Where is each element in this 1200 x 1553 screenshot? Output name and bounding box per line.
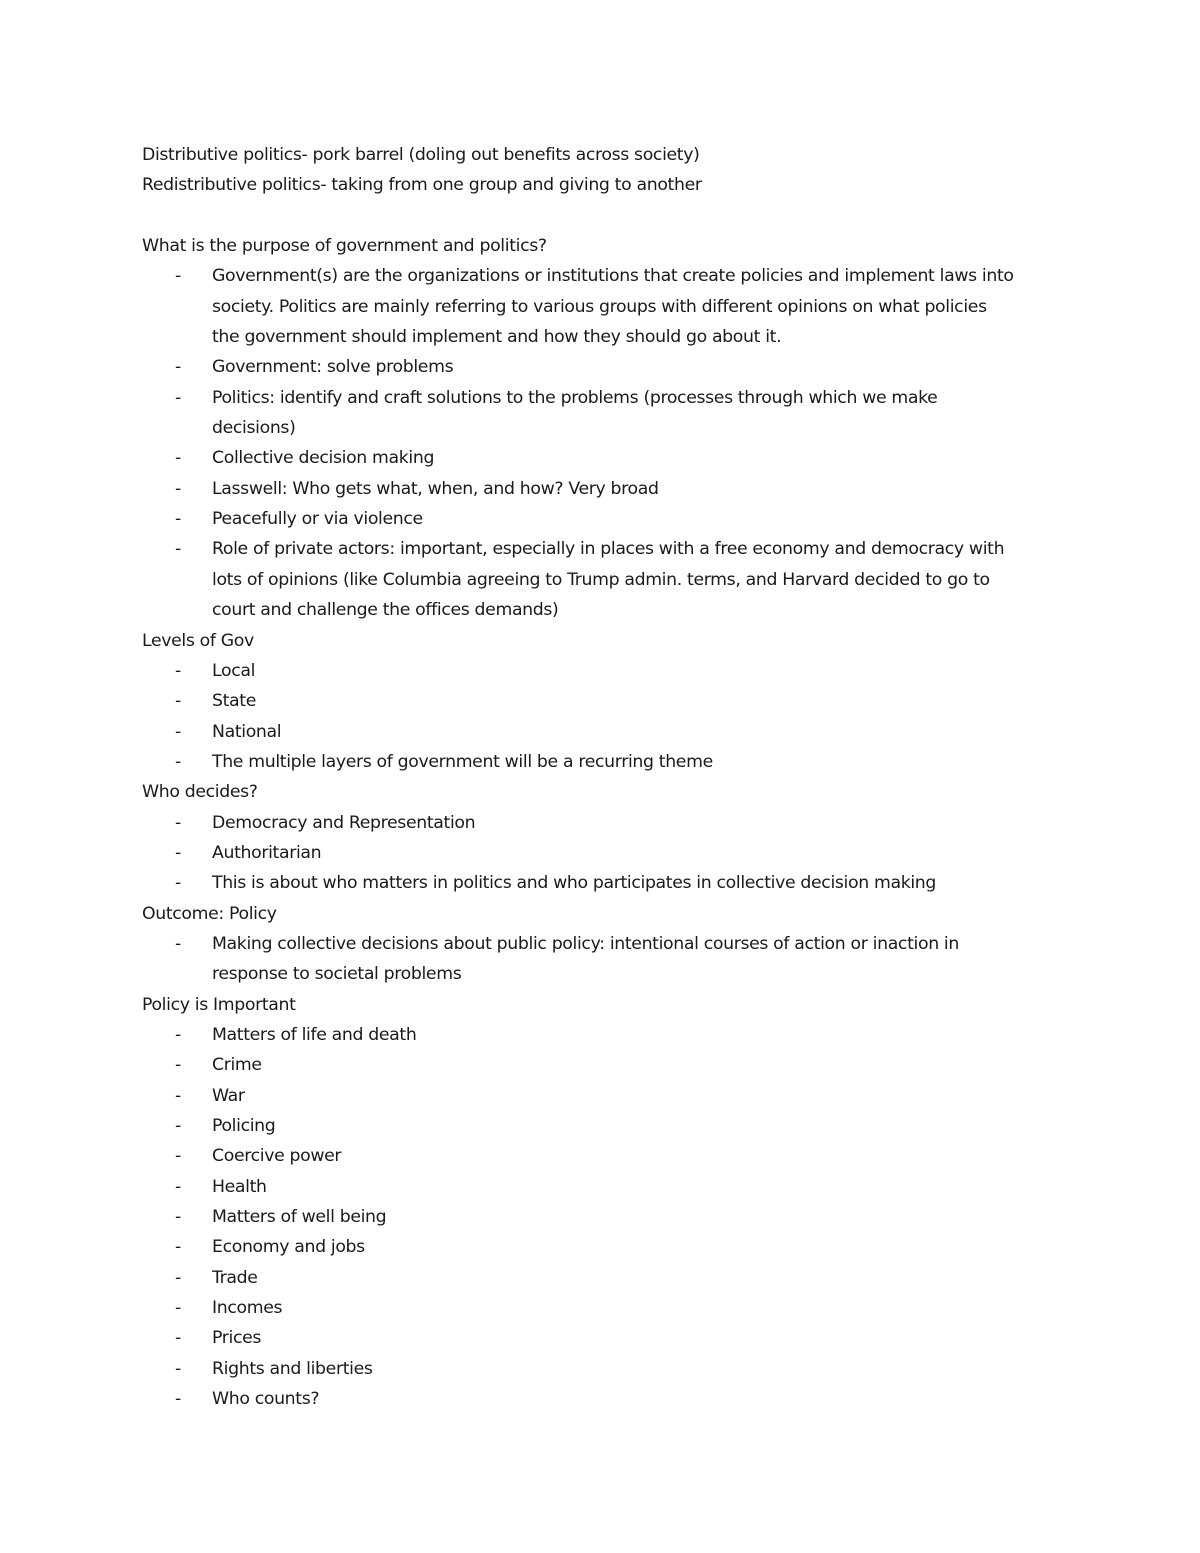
list-item [142,868,1062,898]
section-policy-is-important [142,990,1062,1415]
bullet-list [142,656,1062,777]
list-item [142,1354,1062,1384]
document-page [142,140,1062,1414]
bullet-dash: - [175,1389,181,1410]
bullet-dash: - [175,1085,181,1106]
bullet-dash: - [175,539,181,560]
list-item [142,808,1062,838]
list-item-text: Democracy and Representation [212,812,476,833]
blank-line [142,201,1062,231]
list-item [142,383,1062,444]
bullet-dash: - [175,1176,181,1197]
list-item-text: State [212,691,256,712]
list-item [142,1263,1062,1293]
list-item-text: Government: solve problems [212,357,454,378]
list-item [142,1020,1062,1050]
section-purpose [142,231,1062,625]
list-item-text: Coercive power [212,1146,342,1167]
section-levels-of-gov [142,626,1062,778]
bullet-dash: - [175,660,181,681]
bullet-dash: - [175,933,181,954]
list-item-text: Incomes [212,1298,283,1319]
list-item [142,1202,1062,1232]
bullet-dash: - [175,721,181,742]
list-item-text: Collective decision making [212,448,435,469]
section-heading: What is the purpose of government and politics? [142,236,547,257]
list-item [142,1081,1062,1111]
bullet-dash: - [175,266,181,287]
bullet-list [142,808,1062,899]
bullet-dash: - [175,1328,181,1349]
list-item-text: Prices [212,1328,262,1349]
bullet-dash: - [175,1237,181,1258]
list-item [142,656,1062,686]
bullet-dash: - [175,691,181,712]
list-item-text: Peacefully or via violence [212,509,423,530]
list-item-text: The multiple layers of government will be a recurring theme [212,751,713,772]
bullet-dash: - [175,842,181,863]
bullet-list [142,1020,1062,1414]
list-item-text: Matters of well being [212,1207,387,1228]
section-heading: Who decides? [142,782,258,803]
bullet-dash: - [175,1146,181,1167]
bullet-dash: - [175,812,181,833]
list-item [142,1323,1062,1353]
list-item [142,1232,1062,1262]
list-item [142,1384,1062,1414]
list-item [142,686,1062,716]
list-item [142,504,1062,534]
list-item-text: Role of private actors: important, especially in places with a free economy and democracy with lots of opinions (like Columbia agreeing to Trump admin. terms, and Harvard decided to go to court and challenge the offices demands) [212,539,1005,621]
bullet-dash: - [175,509,181,530]
bullet-dash: - [175,1267,181,1288]
bullet-dash: - [175,1207,181,1228]
bullet-dash: - [175,448,181,469]
bullet-dash: - [175,1024,181,1045]
list-item [142,261,1062,352]
bullet-list [142,929,1062,990]
section-who-decides [142,777,1062,898]
list-item [142,747,1062,777]
list-item-text: Politics: identify and craft solutions to the problems (processes through which we make decisions) [212,387,938,439]
intro-line-redistributive: Redistributive politics- taking from one group and giving to another [142,175,702,196]
list-item-text: Economy and jobs [212,1237,365,1258]
bullet-dash: - [175,1055,181,1076]
list-item-text: Making collective decisions about public policy: intentional courses of action or inaction in response to societal problems [212,933,959,985]
section-heading: Outcome: Policy [142,903,277,924]
section-heading: Levels of Gov [142,630,254,651]
list-item-text: Rights and liberties [212,1358,373,1379]
bullet-dash: - [175,1358,181,1379]
list-item [142,352,1062,382]
bullet-dash: - [175,1298,181,1319]
intro-line-distributive: Distributive politics- pork barrel (doling out benefits across society) [142,145,700,165]
section-outcome-policy [142,899,1062,990]
bullet-dash: - [175,478,181,499]
bullet-dash: - [175,387,181,408]
bullet-dash: - [175,873,181,894]
list-item [142,929,1062,990]
list-item [142,443,1062,473]
list-item-text: Crime [212,1055,262,1076]
list-item [142,474,1062,504]
list-item [142,1141,1062,1171]
list-item-text: Local [212,660,256,681]
list-item-text: War [212,1085,245,1106]
list-item [142,1293,1062,1323]
list-item [142,717,1062,747]
section-heading: Policy is Important [142,994,296,1015]
bullet-dash: - [175,357,181,378]
list-item-text: Authoritarian [212,842,322,863]
bullet-dash: - [175,1116,181,1136]
list-item [142,838,1062,868]
list-item-text: Policing [212,1116,276,1136]
list-item-text: National [212,721,282,742]
list-item-text: Matters of life and death [212,1024,417,1045]
list-item-text: Trade [212,1267,258,1288]
list-item-text: This is about who matters in politics and who participates in collective decision making [212,873,937,894]
bullet-list [142,261,1062,625]
list-item-text: Government(s) are the organizations or institutions that create policies and implement laws into society. Politics are mainly referring to various groups with different opinions on what policies the government should implement and how they should go about it. [212,266,1014,348]
list-item [142,1050,1062,1080]
list-item-text: Who counts? [212,1389,320,1410]
list-item-text: Health [212,1176,267,1197]
list-item [142,534,1062,625]
list-item-text: Lasswell: Who gets what, when, and how? Very broad [212,478,659,499]
list-item [142,1172,1062,1202]
list-item [142,1111,1062,1141]
bullet-dash: - [175,751,181,772]
